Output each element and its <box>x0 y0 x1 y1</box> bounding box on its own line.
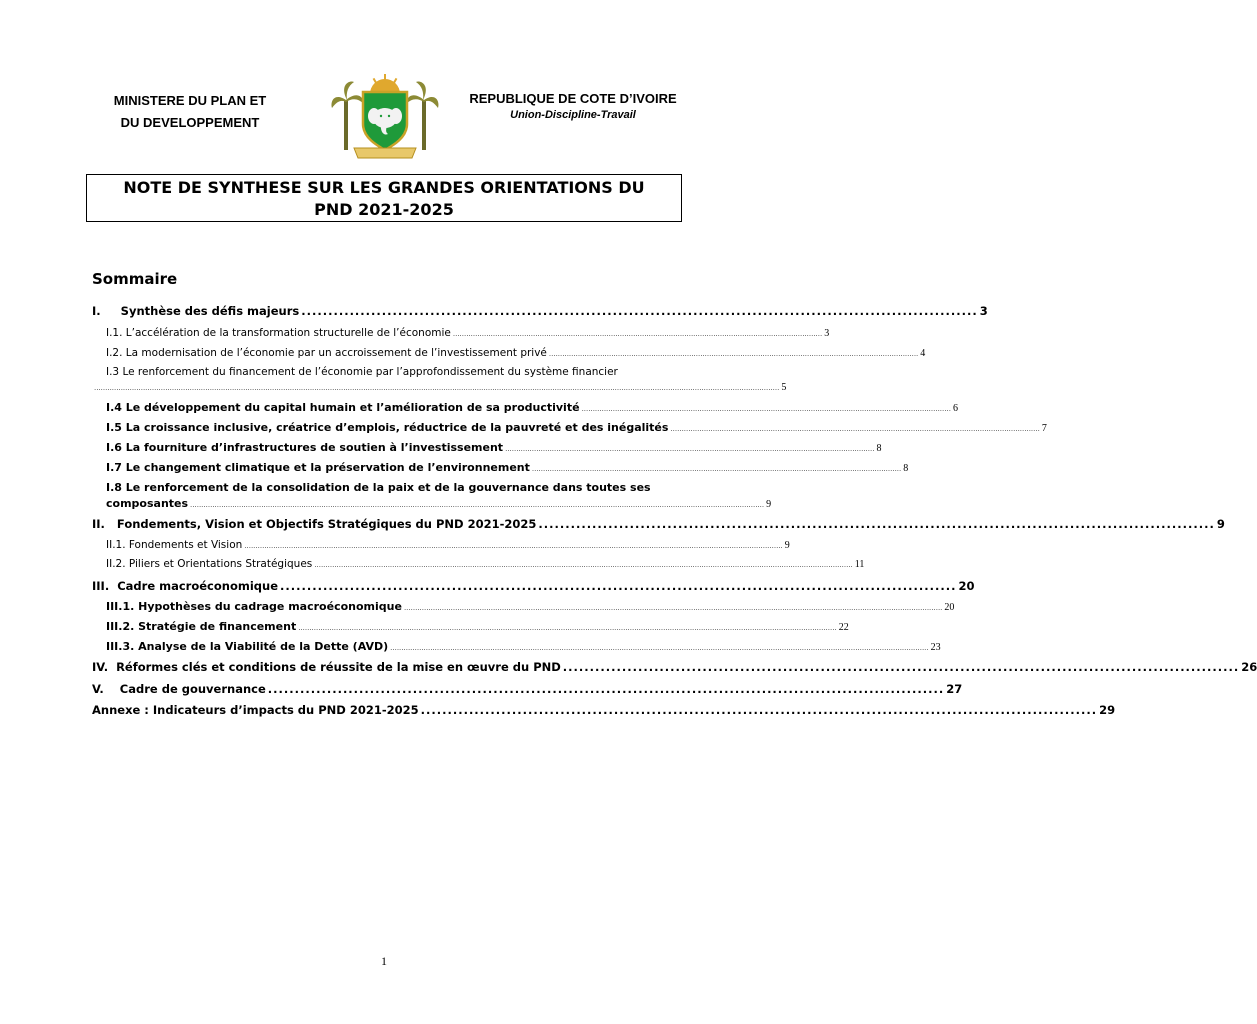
toc-entry[interactable]: I.6 La fourniture d’infrastructures de soutien à l’investissement ...................................................................................................................................................................... 8 <box>106 441 882 454</box>
toc-entry-text: II.2. Piliers et Orientations Stratégiques <box>106 558 313 570</box>
toc-entry[interactable]: III.3. Analyse de la Viabilité de la Dette (AVD) .................................................................................................................................................................................................................................................. 23 <box>106 640 941 653</box>
toc-entry-page: 6 <box>952 403 958 414</box>
toc-entry-page: 11 <box>854 559 865 570</box>
toc-entry[interactable]: I.4 Le développement du capital humain et l’amélioration de sa productivité ...................................................................................................................................................................... 6 <box>106 401 958 414</box>
toc-entry-page: 29 <box>1099 703 1116 717</box>
toc-entry[interactable]: II.2. Piliers et Orientations Stratégiques .................................................................................................................................................................................................................................................. 11 <box>106 558 865 570</box>
toc-entry-text: I.5 La croissance inclusive, créatrice d’emplois, réductrice de la pauvreté et des inégalités <box>106 421 669 434</box>
toc-entry-page: 3 <box>979 304 988 318</box>
toc-entry-text: IV. Réformes clés et conditions de réussite de la mise en œuvre du PND <box>92 660 561 674</box>
toc-entry[interactable]: composantes .................................................................................................................................................................................................................................................................. 9 <box>106 497 772 510</box>
toc-entry-text: III.2. Stratégie de financement <box>106 620 297 633</box>
toc-entry-page: 8 <box>903 463 909 474</box>
toc-entry-text-wrapped[interactable]: I.8 Le renforcement de la consolidation de la paix et de la gouvernance dans toutes ses <box>106 481 651 494</box>
toc-entry-page: 3 <box>824 328 830 339</box>
republic-header <box>448 90 698 122</box>
toc-entry-text: Annexe : Indicateurs d’impacts du PND 2021-2025 <box>92 703 419 717</box>
toc-entry-text: I.1. L’accélération de la transformation structurelle de l’économie <box>106 327 451 339</box>
toc-heading: Sommaire <box>92 270 178 288</box>
toc-entry[interactable]: I. Synthèse des défis majeurs .............................................................................................................................. 3 <box>92 304 988 318</box>
toc-entry-text: I.6 La fourniture d’infrastructures de soutien à l’investissement <box>106 441 504 454</box>
toc-entry-page: 4 <box>920 348 926 359</box>
toc-entry-text: II. Fondements, Vision et Objectifs Stratégiques du PND 2021-2025 <box>92 517 537 531</box>
toc-entry-text: III. Cadre macroéconomique <box>92 579 278 593</box>
toc-entry[interactable]: .................................................................................................................................................................................................................................................................................................................... 5 <box>94 382 787 393</box>
page-number: 1 <box>381 954 387 968</box>
toc-entry[interactable]: I.2. La modernisation de l’économie par un accroissement de l’investissement privé ...................................................................................................................................................................... 4 <box>106 347 926 359</box>
toc-entry-page: 23 <box>930 642 941 653</box>
toc-entry-page: 5 <box>781 382 787 393</box>
toc-entry-page: 9 <box>1216 517 1225 531</box>
toc-entry-page: 9 <box>766 499 772 510</box>
toc-entry[interactable]: IV. Réformes clés et conditions de réussite de la mise en œuvre du PND .............................................................................................................................. 26 <box>92 660 1257 674</box>
toc-entry-text: I.2. La modernisation de l’économie par un accroissement de l’investissement privé <box>106 347 547 359</box>
toc-entry-page: 8 <box>876 443 882 454</box>
toc-entry-text: III.3. Analyse de la Viabilité de la Dette (AVD) <box>106 640 389 653</box>
toc-entry[interactable]: III.1. Hypothèses du cadrage macroéconomique .................................................................................................................................................................................................................................................. 20 <box>106 600 955 613</box>
toc-entry-page: 26 <box>1241 660 1257 674</box>
toc-entry-text: I.4 Le développement du capital humain et l’amélioration de sa productivité <box>106 401 580 414</box>
toc-entry[interactable]: III. Cadre macroéconomique .............................................................................................................................. 20 <box>92 579 975 593</box>
republic-name: REPUBLIQUE DE COTE D’IVOIRE <box>469 91 677 106</box>
toc-entry[interactable]: II. Fondements, Vision et Objectifs Stratégiques du PND 2021-2025 .............................................................................................................................. 9 <box>92 517 1225 531</box>
toc-entry-text: I.7 Le changement climatique et la préservation de l’environnement <box>106 461 530 474</box>
toc-entry[interactable]: V. Cadre de gouvernance .............................................................................................................................. 27 <box>92 682 963 696</box>
toc-entry-text-wrapped[interactable]: I.3 Le renforcement du financement de l’économie par l’approfondissement du système financier <box>106 366 618 378</box>
ministry-header <box>90 90 290 134</box>
toc-entry[interactable]: I.5 La croissance inclusive, créatrice d’emplois, réductrice de la pauvreté et des inégalités ...................................................................................................................................................................... 7 <box>106 421 1047 434</box>
toc-entry[interactable]: I.7 Le changement climatique et la préservation de l’environnement ...................................................................................................................................................................... 8 <box>106 461 909 474</box>
republic-motto: Union-Discipline-Travail <box>510 109 636 121</box>
ministry-line-2: DU DEVELOPPEMENT <box>120 115 260 130</box>
toc-entry-page: 27 <box>946 682 963 696</box>
toc-entry-page: 22 <box>838 622 849 633</box>
toc-entry-page: 20 <box>958 579 975 593</box>
toc-entry-text: I. Synthèse des défis majeurs <box>92 304 300 318</box>
title-line-2: PND 2021-2025 <box>314 200 454 219</box>
toc-entry[interactable]: Annexe : Indicateurs d’impacts du PND 2021-2025 .............................................................................................................................. 29 <box>92 703 1116 717</box>
toc-entry[interactable]: II.1. Fondements et Vision .................................................................................................................................................................................................................................................. 9 <box>106 539 790 551</box>
coat-of-arms-icon <box>330 72 440 162</box>
ministry-line-1: MINISTERE DU PLAN ET <box>113 93 267 108</box>
toc-entry-page: 9 <box>784 540 790 551</box>
toc-entry-text: III.1. Hypothèses du cadrage macroéconomique <box>106 600 402 613</box>
toc-entry-text: V. Cadre de gouvernance <box>92 682 266 696</box>
toc-entry-page: 7 <box>1041 423 1047 434</box>
toc-entry-text: composantes <box>106 497 189 510</box>
toc-entry-text: II.1. Fondements et Vision <box>106 539 243 551</box>
title-line-1: NOTE DE SYNTHESE SUR LES GRANDES ORIENTATIONS DU <box>123 178 645 197</box>
document-title <box>86 174 682 222</box>
toc-entry[interactable]: III.2. Stratégie de financement .................................................................................................................................................................................................................................................. 22 <box>106 620 849 633</box>
toc-entry[interactable]: I.1. L’accélération de la transformation structurelle de l’économie ...................................................................................................................................................................... 3 <box>106 327 830 339</box>
toc-entry-page: 20 <box>944 602 955 613</box>
